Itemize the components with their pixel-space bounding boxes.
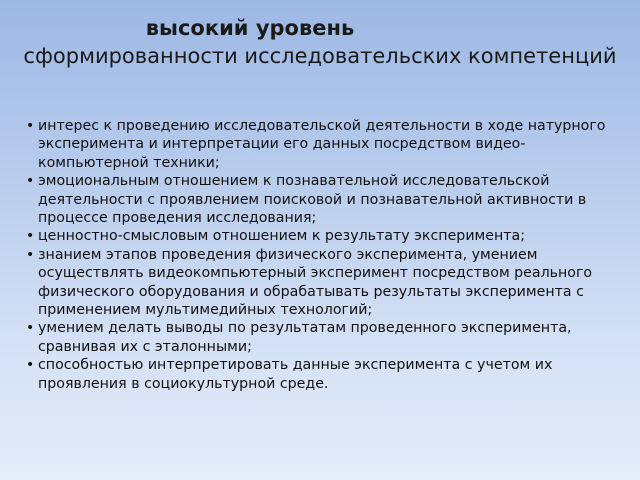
list-item-text: эмоциональным отношением к познавательной исследовательской деятельности с проявлением поисковой и познавательной активности в процессе проведения исследования; [38, 173, 587, 227]
list-item-text: способностью интерпретировать данные эксперимента с учетом их проявления в социокультурной среде. [38, 357, 553, 392]
list-item-text: знанием этапов проведения физического эксперимента, умением осуществлять видеокомпьютерный эксперимент посредством реального физического оборудования и обрабатывать результаты эксперимента с применением мультимедийных технологий; [38, 246, 593, 319]
list-item [26, 117, 610, 172]
list-item [26, 227, 610, 245]
bullet-icon: • [26, 357, 35, 374]
bullet-icon: • [26, 320, 35, 337]
list-item-text: интерес к проведению исследовательской деятельности в ходе натурного эксперимента и интерпретации его данных посредством видео-компьютерной техники; [38, 118, 606, 171]
title-subtitle-line: сформированности исследовательских компетенций [23, 44, 617, 68]
list-item [26, 319, 610, 356]
bullet-icon: • [26, 173, 35, 190]
title-bold-line: высокий уровень [145, 16, 355, 40]
list-item [26, 246, 610, 320]
bullet-icon: • [26, 118, 35, 134]
bullet-icon: • [26, 246, 35, 263]
slide-title [20, 14, 620, 70]
bullet-icon: • [26, 228, 35, 245]
list-item [26, 172, 610, 227]
list-item [26, 356, 610, 393]
list-item-text: умением делать выводы по результатам проведенного эксперимента, сравнивая их с эталонными; [38, 320, 572, 355]
list-item-text: ценностно-смысловым отношением к результату эксперимента; [38, 228, 525, 245]
bullet-list [26, 117, 610, 393]
